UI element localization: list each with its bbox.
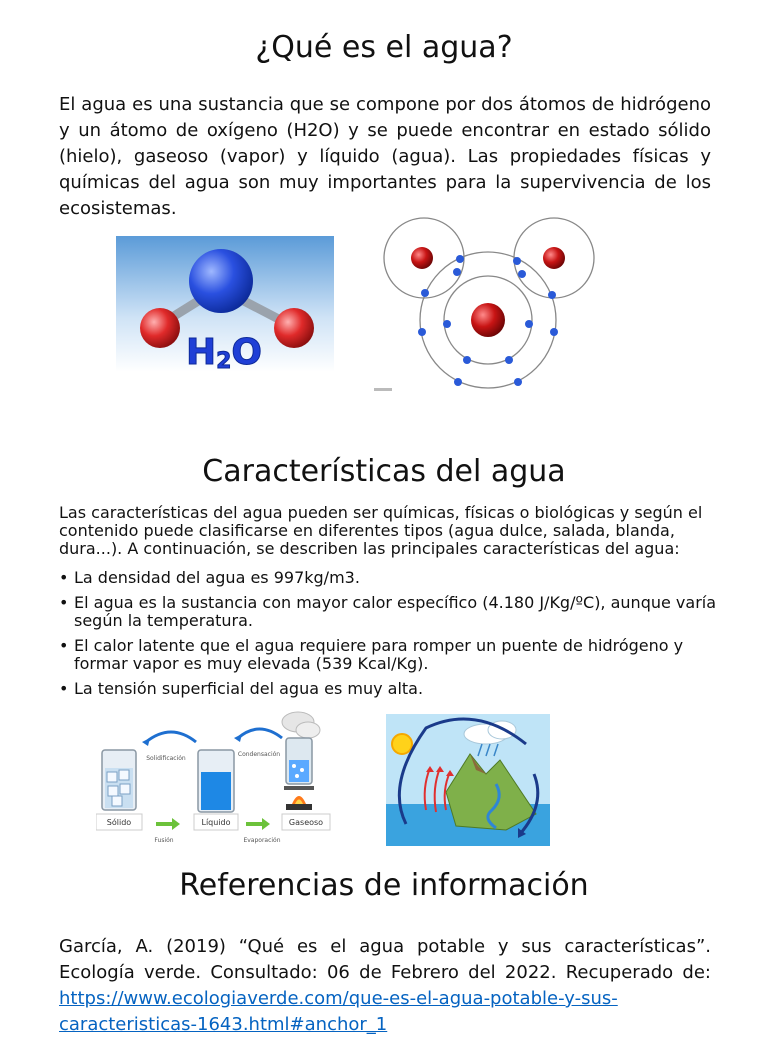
arrow-label-solidificacion: Solidificación bbox=[146, 755, 186, 762]
reference-link[interactable]: https://www.ecologiaverde.com/que-es-el-agua-potable-y-sus-caracteristicas-1643.html#anchor_1 bbox=[59, 988, 618, 1035]
reference-text: García, A. (2019) “Qué es el agua potable y sus características”. Ecología verde. Consultado: 06 de Febrero del 2022. Recuperado de: bbox=[59, 936, 711, 983]
water-cycle-image bbox=[386, 714, 550, 846]
h2o-label-o: O bbox=[231, 332, 263, 372]
atom-orbital-diagram bbox=[372, 214, 612, 396]
list-item: • La densidad del agua es 997kg/m3. bbox=[59, 569, 719, 587]
characteristics-intro: Las características del agua pueden ser químicas, físicas o biológicas y según el contenido puede clasificarse en diferentes tipos (agua dulce, salada, blanda, dura...). A continuación, se describen las principales características del agua: bbox=[59, 503, 703, 558]
states-of-water-image bbox=[96, 708, 346, 850]
h2o-molecule-image bbox=[116, 236, 334, 372]
state-label-solido: Sólido bbox=[106, 818, 132, 827]
list-item: • El calor latente que el agua requiere para romper un puente de hidrógeno y formar vapor es muy elevada (539 Kcal/Kg). bbox=[59, 637, 719, 673]
arrow-label-evaporacion: Evaporación bbox=[243, 837, 281, 844]
arrow-label-condensacion: Condensación bbox=[237, 751, 281, 758]
intro-paragraph: El agua es una sustancia que se compone por dos átomos de hidrógeno y un átomo de oxígeno (H2O) y se puede encontrar en estado sólido (hielo), gaseoso (vapor) y líquido (agua). Las propiedades físicas y químicas del agua son muy importantes para la supervivencia de los ecosistemas. bbox=[59, 94, 711, 219]
h2o-label-h: H bbox=[185, 332, 217, 372]
section-title-references: Referencias de información bbox=[179, 868, 589, 903]
reference-paragraph bbox=[59, 934, 711, 1038]
state-label-liquido: Líquido bbox=[201, 818, 231, 827]
page-title-what-is-water: ¿Qué es el agua? bbox=[255, 30, 513, 65]
arrow-label-fusion: Fusión bbox=[154, 837, 174, 844]
section-title-characteristics: Características del agua bbox=[202, 454, 566, 489]
h2o-label-sub: 2 bbox=[216, 349, 232, 372]
list-item: • El agua es la sustancia con mayor calor específico (4.180 J/Kg/ºC), aunque varía según la temperatura. bbox=[59, 594, 719, 630]
state-label-gaseoso: Gaseoso bbox=[288, 818, 324, 827]
list-item: • La tensión superficial del agua es muy alta. bbox=[59, 680, 719, 698]
characteristics-list bbox=[59, 569, 719, 705]
